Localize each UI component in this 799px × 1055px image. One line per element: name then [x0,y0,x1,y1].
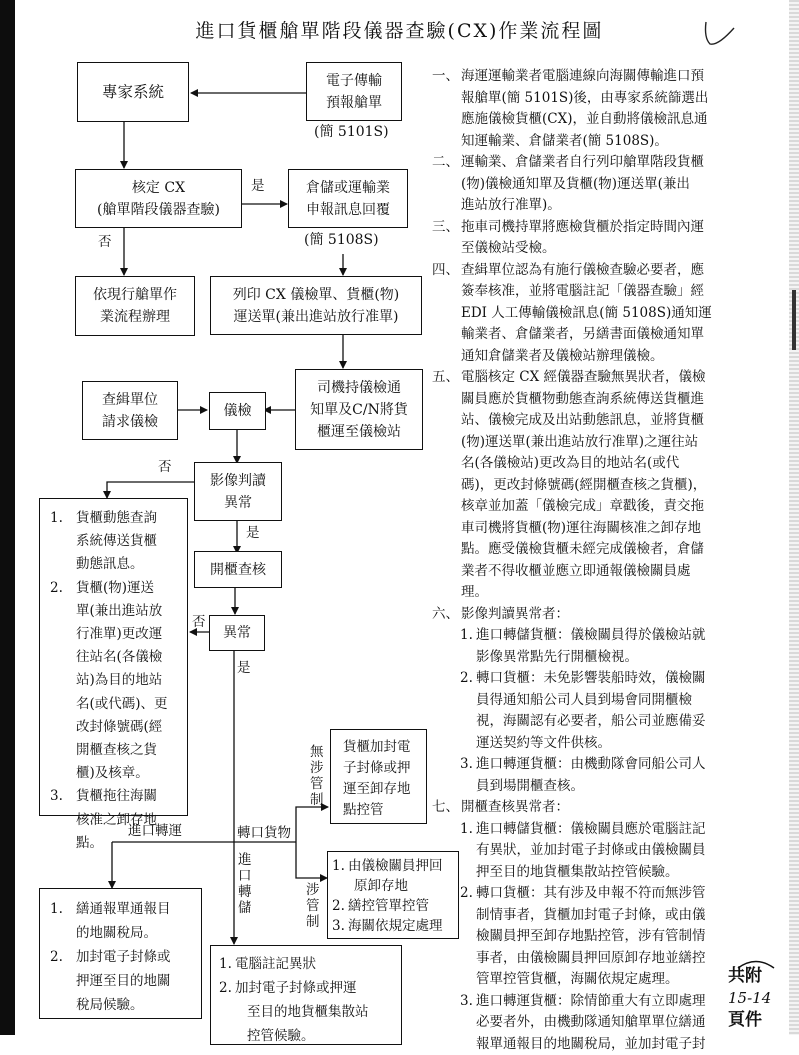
note-subitem [432,991,770,1055]
note-line: 核章並加蓋「儀檢完成」章戳後，責交拖 [461,496,706,518]
verify-cx-line: 核定 CX [132,177,185,199]
transit-box [39,888,202,1019]
note-paragraph [432,152,770,217]
arrow-to-control [296,842,327,878]
item-line: 繕控管單控管 [348,896,429,916]
reply-box [288,169,408,228]
image-abnormal-line: 異常 [224,492,252,514]
note-number: 五、 [432,367,461,604]
subitem-line: 有異狀，並加封電子封條或由儀檢關員 [476,840,706,862]
item-line: 繕通報單通報目 [76,897,171,921]
subitem-line: 押至目的地貨櫃集散站控管候驗。 [476,862,706,884]
stamp-line: 15-14 [728,987,788,1009]
e-manifest-code: (簡 5101S) [314,124,389,140]
item-line: 名(或代碼)、更 [76,693,168,716]
note-line: 車司機將貨櫃(物)運往海關核准之卸存地 [461,518,706,540]
import-storage-label: 進口轉儲 [238,852,252,916]
normal-item-2 [50,577,168,786]
verify-yes-label: 是 [251,178,265,194]
subitem-number: 1. [460,625,476,668]
notes-column [432,66,770,1055]
investigation-line: 查緝單位 [102,389,158,411]
image-abnormal-box [194,462,282,521]
normal-item-3 [50,785,157,855]
item-number: 2. [332,896,348,916]
transit-item-1 [50,897,171,945]
subitem-line: 報單通報目的地關稅局，並加封電子封 [476,1034,706,1055]
note-line: 進站放行准單)。 [461,195,704,217]
print-docs-line: 運送單(兼出進站放行准單) [234,306,399,328]
subitem-line: 進口轉運貨櫃：除情節重大有立即處理 [476,991,706,1013]
note-line: 知運輸業、倉儲業者(簡 5108S)。 [461,131,708,153]
note-line: 簽奉核准，並將電腦註記「儀器查驗」經 [461,281,712,303]
item-line: 海關依規定處理 [348,916,443,936]
e-manifest-box [306,62,402,121]
page-title: 進口貨櫃艙單階段儀器查驗(CX)作業流程圖 [0,16,799,43]
note-line: 關員應於貨櫃物動態查詢系統傳送貨櫃進 [461,389,706,411]
subitem-line: 檢關員押至卸存地點控管，涉有管制情 [476,926,706,948]
item-number: 2. [50,577,76,786]
item-line: 稅局候驗。 [76,993,171,1017]
arrow-image-no-to-list [107,482,194,498]
abnormal-yes-label: 是 [237,660,251,676]
subitem-line: 進口轉儲貨櫃：儀檢關員得於儀檢站就 [476,625,706,647]
investigation-box [82,381,178,440]
item-line: 押運至目的地關 [76,969,171,993]
subitem-number: 3. [460,991,476,1055]
no-control-line: 點控管 [343,800,384,821]
subitem-line: 轉口貨櫃：未免影響裝船時效，儀檢關 [476,668,706,690]
subitem-line: 視，海關認有必要者，船公司並應備妥 [476,711,706,733]
item-line: 至目的地貨櫃集散站 [235,1000,369,1024]
item-line: 改封條號碼(經 [76,716,168,739]
note-paragraph [432,260,770,368]
abnormal-label: 異常 [223,622,251,644]
no-control-line: 貨櫃加封電 [343,737,411,758]
note-paragraph [432,604,770,626]
note-line: 碼)，更改封條號碼(經開櫃查核之貨櫃)， [461,475,706,497]
item-line: 動態訊息。 [76,553,157,576]
normal-item-1 [50,507,157,577]
current-process-line: 依現行艙單作 [93,284,177,306]
note-line: 站、儀檢完成及出站動態訊息，並將貨櫃 [461,410,706,432]
item-line: 由儀檢關員押回 [348,856,443,876]
item-line: 櫃)及核章。 [76,762,168,785]
item-number: 3. [50,785,76,855]
inspection-box [209,392,266,430]
transit-item-2 [50,945,171,1017]
item-line: 系統傳送貨櫃 [76,530,157,553]
image-abnormal-line: 影像判讀 [210,470,266,492]
no-control-label: 無涉管制 [310,744,324,808]
driver-line: 櫃運至儀檢站 [317,421,401,443]
subitem-line: 管單控管貨櫃，海關依規定處理。 [476,969,706,991]
item-line: 加封電子封條或押運 [235,976,369,1000]
note-subitem [432,883,770,991]
subitem-line: 事者，由儀檢關員押回原卸存地並繕控 [476,948,706,970]
note-paragraph [432,797,770,819]
note-line: 運輸業、倉儲業者自行列印艙單階段貨櫃 [461,152,704,174]
note-line: 輸業者、倉儲業者，另繕書面儀檢通知單 [461,324,712,346]
note-number: 六、 [432,604,461,626]
item-line: 的地關稅局。 [76,921,171,945]
storage-item-2 [219,976,369,1048]
normal-result-box [39,498,188,816]
item-number: 3. [332,916,348,936]
storage-box [210,945,402,1045]
control-item-3 [332,916,443,936]
note-line: 理。 [461,582,706,604]
expert-system-box [77,62,189,122]
note-line: 名(各儀檢站)更改為目的地站名(或代 [461,453,706,475]
note-line: EDI 人工傳輸儀檢訊息(簡 5108S)通知運 [461,303,712,325]
note-line: 查緝單位認為有施行儀檢查驗必要者，應 [461,260,712,282]
item-number: 1. [50,507,76,577]
subitem-line: 員到場開櫃查核。 [476,776,706,798]
attachment-stamp [728,965,788,1035]
note-number: 四、 [432,260,461,368]
note-line: 海運運輸業者電腦連線向海關傳輸進口預 [461,66,708,88]
note-paragraph [432,217,770,260]
subitem-line: 必要者外，由機動隊通知艙單單位繕通 [476,1012,706,1034]
item-line: 貨櫃(物)運送 [76,577,168,600]
note-line: 電腦核定 CX 經儀器查驗無異狀者，儀檢 [461,367,706,389]
subitem-line: 轉口貨櫃：其有涉及申報不符而無涉管 [476,883,706,905]
reply-code: (簡 5108S) [304,232,379,248]
print-docs-line: 列印 CX 儀檢單、貨櫃(物) [233,284,400,306]
note-subitem [432,819,770,884]
investigation-line: 請求儀檢 [102,411,158,433]
note-subitem [432,754,770,797]
note-line: 報艙單(簡 5101S)後，由專家系統篩選出 [461,88,708,110]
note-number: 七、 [432,797,461,819]
note-line: (物)儀檢通知單及貨櫃(物)運送單(兼出 [461,174,704,196]
open-check-box [194,551,282,588]
note-paragraph [432,66,770,152]
note-paragraph [432,367,770,604]
item-line: 貨櫃拖往海關 [76,785,157,808]
item-number: 1. [332,856,348,896]
stamp-arc-icon [736,959,776,969]
abnormal-box [209,615,265,651]
note-line: 影像判讀異常者： [461,604,569,626]
note-line: 至儀檢站受檢。 [461,238,704,260]
note-line: 開櫃查核異常者： [461,797,569,819]
current-process-box [75,276,195,336]
abnormal-no-label: 否 [192,614,206,630]
e-manifest-line: 電子傳輸 [326,70,382,92]
note-line: 通知倉儲業者及儀檢站辦理儀檢。 [461,346,712,368]
item-line: 電腦註記異狀 [235,952,316,976]
subitem-line: 運送契約等文件供核。 [476,733,706,755]
note-line: 拖車司機持單將應檢貨櫃於指定時間內運 [461,217,704,239]
note-number: 三、 [432,217,461,260]
no-control-line: 子封條或押 [343,758,411,779]
item-line: 點。 [76,832,157,855]
driver-line: 司機持儀檢通 [317,377,401,399]
item-number: 2. [50,945,76,1017]
item-line: 原卸存地 [348,876,443,896]
item-line: 行准單)更改運 [76,623,168,646]
item-line: 核准之卸存地 [76,809,157,832]
subitem-line: 影像異常點先行開櫃檢視。 [476,647,706,669]
storage-item-1 [219,952,316,976]
note-number: 二、 [432,152,461,217]
subitem-number: 3. [460,754,476,797]
arrow-to-no-control [296,807,328,842]
item-line: 單(兼出進站放 [76,600,168,623]
item-number: 2. [219,976,235,1048]
stamp-line: 頁件 [728,1009,788,1031]
note-line: 點。應受儀檢貨櫃未經完成儀檢者，倉儲 [461,539,706,561]
item-line: 加封電子封條或 [76,945,171,969]
subitem-line: 進口轉儲貨櫃：儀檢關員應於電腦註記 [476,819,706,841]
note-subitem [432,668,770,754]
note-line: (物)運送單(兼出進站放行准單)之運往站 [461,432,706,454]
stamp-line: 共附 [728,965,788,987]
reply-line: 倉儲或運輸業 [306,177,390,199]
control-label: 涉管制 [306,882,320,930]
driver-line: 知單及C/N將貨 [310,399,408,421]
subitem-number: 2. [460,668,476,754]
subitem-line: 進口轉運貨櫃：由機動隊會同船公司人 [476,754,706,776]
note-line: 應施儀檢貨櫃(CX)，並自動將儀檢訊息通 [461,109,708,131]
item-number: 1. [50,897,76,945]
reply-line: 申報訊息回覆 [306,199,390,221]
subitem-number: 2. [460,883,476,991]
item-line: 開櫃查核之貨 [76,739,168,762]
open-check-label: 開櫃查核 [210,559,266,581]
no-control-box [330,729,427,824]
no-control-line: 運至卸存地 [343,779,411,800]
image-no-label: 否 [158,459,172,475]
import-transit-label: 進口轉運 [128,823,182,839]
driver-box [295,369,423,450]
item-line: 站)為目的地站 [76,669,168,692]
note-subitem [432,625,770,668]
print-docs-box [210,276,422,335]
item-line: 往站名(各儀檢 [76,646,168,669]
verify-no-label: 否 [98,234,112,250]
transship-label: 轉口貨物 [237,825,291,841]
control-item-2 [332,896,429,916]
control-item-1 [332,856,443,896]
subitem-line: 員得通知船公司人員到場會同開櫃檢 [476,690,706,712]
verify-cx-box [75,169,242,228]
subitem-line: 制情事者，貨櫃加封電子封條，或由儀 [476,905,706,927]
verify-cx-line: (艙單階段儀器查驗) [97,199,220,221]
inspection-label: 儀檢 [224,400,252,422]
note-number: 一、 [432,66,461,152]
item-line: 貨櫃動態查詢 [76,507,157,530]
current-process-line: 業流程辦理 [100,306,170,328]
subitem-number: 1. [460,819,476,884]
e-manifest-line: 預報艙單 [326,92,382,114]
note-line: 業者不得收櫃並應立即通報儀檢關員處 [461,561,706,583]
item-line: 控管候驗。 [235,1024,369,1048]
image-yes-label: 是 [246,525,260,541]
item-number: 1. [219,952,235,976]
expert-system-label: 專家系統 [102,81,164,103]
